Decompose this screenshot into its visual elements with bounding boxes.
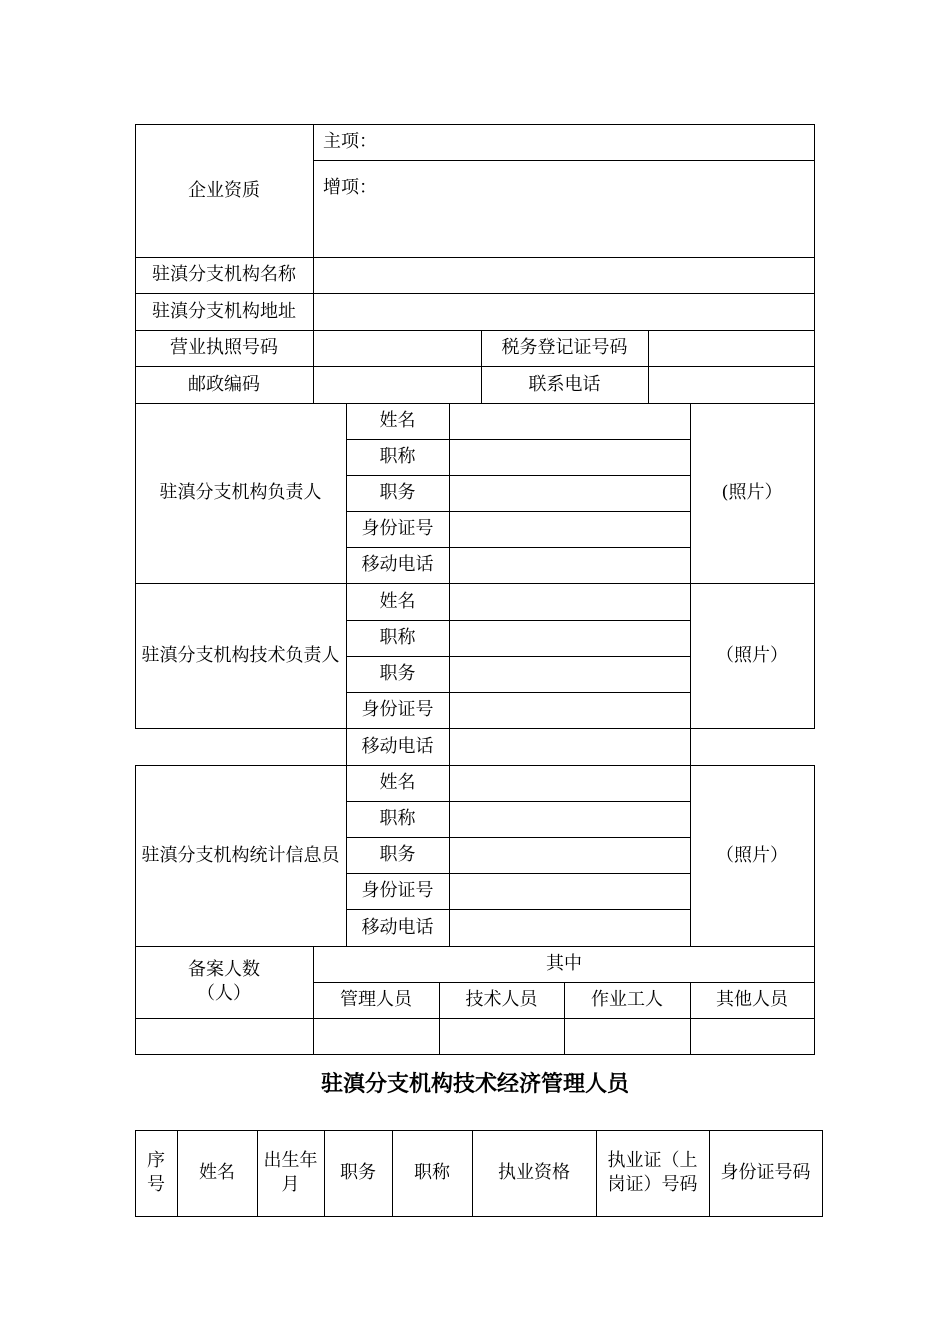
manager-name-label: 姓名 — [379, 410, 416, 431]
stats-officer-mobile-field[interactable] — [449, 909, 690, 946]
tech-manager-label: 驻滇分支机构技术负责人 — [141, 644, 340, 666]
header-license-number: 执业证（上岗证）号码 — [607, 1150, 698, 1195]
other-staff-label: 其他人员 — [716, 989, 788, 1010]
tech-manager-position-field[interactable] — [449, 656, 690, 692]
manager-mobile-label: 移动电话 — [361, 554, 434, 575]
contact-phone-field[interactable] — [648, 366, 815, 403]
tech-manager-id-field[interactable] — [449, 692, 690, 728]
business-license-field[interactable] — [313, 330, 481, 366]
stats-officer-title-field[interactable] — [449, 801, 690, 837]
workers-field[interactable] — [564, 1018, 690, 1054]
record-count-field[interactable] — [135, 1018, 313, 1054]
tech-manager-title-label: 职称 — [379, 627, 416, 648]
stats-officer-label: 驻滇分支机构统计信息员 — [141, 844, 340, 866]
manager-label: 驻滇分支机构负责人 — [159, 482, 322, 503]
stats-officer-mobile-label: 移动电话 — [361, 916, 434, 938]
stats-officer-id-label: 身份证号 — [361, 880, 434, 901]
header-birth: 出生年月 — [263, 1150, 318, 1195]
among-label: 其中 — [546, 953, 582, 974]
header-id-number: 身份证号码 — [720, 1162, 811, 1183]
stats-officer-name-field[interactable] — [449, 765, 690, 801]
tech-manager-id-label: 身份证号 — [361, 699, 434, 720]
manager-name-field[interactable] — [449, 403, 690, 439]
manager-position-field[interactable] — [449, 475, 690, 511]
extra-item-field[interactable]: 增项： — [323, 177, 377, 198]
business-license-label: 营业执照号码 — [170, 337, 278, 358]
stats-officer-name-label: 姓名 — [379, 772, 416, 793]
tech-manager-mobile-field[interactable] — [449, 728, 690, 765]
tech-manager-photo-placeholder: （照片） — [716, 644, 788, 666]
header-position: 职务 — [340, 1162, 376, 1183]
management-staff-field[interactable] — [313, 1018, 439, 1054]
branch-name-field[interactable] — [313, 257, 815, 293]
stats-officer-photo-placeholder: （照片） — [716, 844, 788, 866]
tax-reg-label: 税务登记证号码 — [501, 337, 628, 358]
workers-label: 作业工人 — [591, 989, 663, 1010]
tax-reg-field[interactable] — [648, 330, 815, 366]
tech-manager-position-label: 职务 — [379, 663, 416, 684]
manager-position-label: 职务 — [379, 482, 416, 503]
postal-code-field[interactable] — [313, 366, 481, 403]
stats-officer-position-field[interactable] — [449, 837, 690, 873]
contact-phone-label: 联系电话 — [528, 373, 601, 395]
branch-name-label: 驻滇分支机构名称 — [152, 264, 296, 285]
manager-id-label: 身份证号 — [361, 518, 434, 539]
qualification-label: 企业资质 — [188, 179, 260, 201]
manager-title-label: 职称 — [379, 446, 416, 467]
header-qualification: 执业资格 — [498, 1162, 570, 1183]
header-title: 职称 — [414, 1162, 450, 1183]
manager-id-field[interactable] — [449, 511, 690, 547]
other-staff-field[interactable] — [690, 1018, 814, 1054]
stats-officer-title-label: 职称 — [379, 808, 416, 829]
manager-title-field[interactable] — [449, 439, 690, 475]
tech-manager-title-field[interactable] — [449, 620, 690, 656]
record-count-label: 备案人数 （人） — [188, 959, 260, 1004]
tech-manager-mobile-label: 移动电话 — [361, 735, 434, 757]
main-item-field[interactable]: 主项： — [323, 131, 377, 152]
header-name: 姓名 — [199, 1162, 235, 1183]
technical-staff-label: 技术人员 — [465, 989, 538, 1010]
header-seq: 序号 — [147, 1150, 165, 1195]
tech-manager-name-field[interactable] — [449, 583, 690, 620]
stats-officer-position-label: 职务 — [379, 844, 416, 865]
management-staff-label: 管理人员 — [340, 989, 412, 1010]
manager-photo-placeholder: (照片） — [721, 482, 783, 503]
technical-staff-field[interactable] — [439, 1018, 564, 1054]
stats-officer-id-field[interactable] — [449, 873, 690, 909]
branch-address-label: 驻滇分支机构地址 — [152, 300, 296, 322]
tech-manager-name-label: 姓名 — [379, 590, 416, 612]
manager-mobile-field[interactable] — [449, 547, 690, 583]
postal-code-label: 邮政编码 — [188, 373, 260, 395]
section-title: 驻滇分支机构技术经济管理人员 — [320, 1071, 629, 1097]
branch-address-field[interactable] — [313, 293, 815, 330]
